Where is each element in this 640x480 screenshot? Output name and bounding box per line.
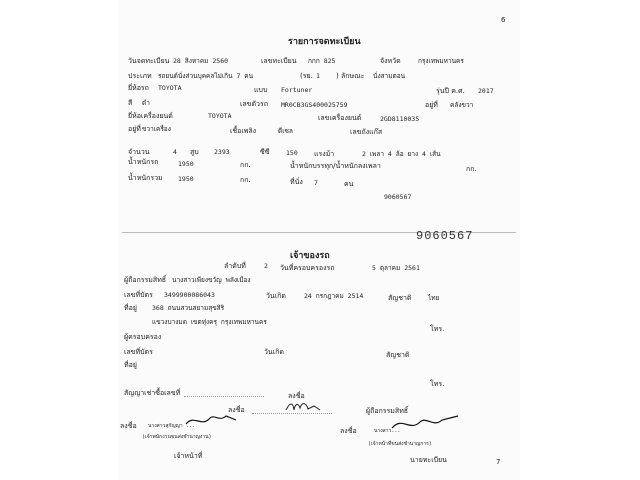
- weight-label: น้ำหนักรถ: [128, 158, 159, 166]
- officer-right-signature: [390, 412, 460, 434]
- model-value: Fortuner: [281, 86, 313, 94]
- horsepower-value: 150: [286, 149, 298, 157]
- owner-sign-caption: ผู้ถือกรรมสิทธิ์: [366, 407, 409, 415]
- load-unit: กก.: [466, 165, 477, 173]
- province-label: จังหวัด: [380, 57, 401, 65]
- order-label: ลำดับที่: [224, 262, 246, 270]
- officer-left-name: นางสาวสุกัญญา ...: [148, 423, 195, 429]
- officer-left-sign-label: ลงชื่อ: [120, 422, 137, 430]
- possess-date-value: 5 ตุลาคม 2561: [372, 264, 420, 272]
- officer-right-caption: นายทะเบียน: [410, 456, 447, 464]
- id-label: เลขที่บัตร: [124, 291, 153, 299]
- brand-value: TOYOTA: [158, 84, 182, 92]
- style-label: ) ลักษณะ: [336, 72, 365, 80]
- owner-title: เจ้าของรถ: [290, 251, 330, 261]
- cylinders-label: จำนวน: [128, 148, 150, 156]
- gross-weight-label: น้ำหนักรวม: [128, 174, 163, 182]
- axles-wheels-value: 2 เพลา 4 ล้อ ยาง 4 เส้น: [362, 150, 441, 158]
- owner-signature: [284, 398, 324, 416]
- address-line1: 368 ถนนสวนสยามสุขสิริ: [152, 304, 225, 312]
- type-label: ประเภท: [128, 72, 152, 80]
- weight-value: 1950: [178, 160, 194, 168]
- reg-date-label: วันจดทะเบียน: [128, 57, 170, 65]
- plate-value: กกก 825: [308, 57, 336, 65]
- address-line2: แขวงบางมด เขตทุ่งครุ กรุงเทพมหานคร: [152, 318, 267, 326]
- plate-label: เลขทะเบียน: [261, 57, 297, 65]
- fuel-label: เชื้อเพลิง: [230, 127, 257, 135]
- brand-label: ยี่ห้อรถ: [128, 84, 149, 92]
- dob-value: 24 กรกฎาคม 2514: [304, 292, 364, 300]
- owner-value: นางสาวเพียงขวัญ พลังเมือง: [172, 276, 251, 284]
- gas-tank-label: เลขถังแก๊ส: [350, 128, 383, 136]
- type-value: รถยนต์นั่งส่วนบุคคลไม่เกิน 7 คน: [158, 72, 254, 80]
- cylinders-unit: สูบ: [190, 148, 199, 156]
- serial-large: 9060567: [416, 229, 474, 243]
- horsepower-unit: แรงม้า: [314, 150, 335, 158]
- chassis-label: เลขตัวรถ: [240, 100, 268, 108]
- owner-sign-label-top: ลงชื่อ: [288, 392, 305, 400]
- gross-weight-value: 1950: [178, 175, 194, 183]
- chassis-location-value: คลังขวา: [450, 101, 474, 109]
- contract-label: สัญญาเช่าซื้อเลขที่: [124, 389, 181, 397]
- holder-label: ผู้ครอบครอง: [124, 333, 162, 341]
- rayo-value: 1: [316, 72, 320, 80]
- chassis-location-label: อยู่ที่: [425, 101, 438, 109]
- contract-line: [184, 396, 264, 397]
- load-label: น้ำหนักบรรทุก/น้ำหนักลงเพลา: [290, 162, 381, 170]
- engine-location-value: ขวาเครื่อง: [142, 125, 171, 133]
- engine-number-value: 2GD8110035: [380, 115, 420, 123]
- holder-address-label: ที่อยู่: [124, 361, 137, 369]
- engine-brand-value: TOYOTA: [208, 112, 232, 120]
- officer-right-sign-label: ลงชื่อ: [340, 427, 357, 435]
- color-label: สี: [128, 99, 133, 107]
- order-value: 2: [264, 262, 268, 270]
- nationality-value: ไทย: [428, 294, 440, 302]
- style-value: นั่งสามตอน: [373, 72, 406, 80]
- model-label: แบบ: [254, 86, 268, 94]
- page-number-top: 6: [501, 16, 506, 24]
- engine-number-label: เลขเครื่องยนต์: [318, 114, 362, 122]
- address-label: ที่อยู่: [124, 304, 137, 312]
- officer-left-signature: [184, 410, 238, 430]
- holder-nationality-label: สัญชาติ: [386, 351, 410, 359]
- nationality-label: สัญชาติ: [388, 294, 412, 302]
- weight-unit: กก.: [240, 161, 251, 169]
- possess-date-label: วันที่ครอบครองรถ: [280, 264, 335, 272]
- cc-unit: ซีซี: [260, 148, 270, 156]
- province-value: กรุงเทพมหานคร: [418, 57, 464, 65]
- officer-left-caption: เจ้าหน้าที่: [174, 452, 203, 460]
- page-number-bottom: 7: [496, 458, 501, 466]
- seats-unit: คน: [344, 180, 354, 188]
- engine-brand-label: ยี่ห้อเครื่องยนต์: [128, 112, 173, 120]
- rayo-label: (รย.: [300, 72, 313, 80]
- year-value: 2017: [478, 87, 494, 95]
- officer-right-name: นางสาว...: [374, 428, 401, 434]
- seats-label: ที่นั่ง: [290, 178, 303, 186]
- color-value: ดำ: [142, 99, 150, 107]
- reg-date-value: 28 สิงหาคม 2560: [173, 57, 229, 65]
- cc-value: 2393: [214, 148, 230, 156]
- owner-label: ผู้ถือกรรมสิทธิ์: [124, 276, 167, 284]
- tel-label: โทร.: [430, 325, 445, 333]
- officer-right-position: (เจ้าหน้าที่ขนส่งชำนาญการ): [368, 441, 432, 447]
- dob-label: วันเกิด: [266, 292, 286, 300]
- year-label: รุ่นปี ค.ศ.: [436, 87, 465, 95]
- gross-weight-unit: กก.: [240, 176, 251, 184]
- engine-location-label: อยู่ที่: [128, 125, 141, 133]
- registration-title: รายการจดทะเบียน: [288, 37, 361, 47]
- cylinders-value: 4: [173, 148, 177, 156]
- chassis-value: MR0CB3GS400025759: [281, 101, 348, 109]
- holder-tel-label: โทร.: [430, 380, 445, 388]
- holder-dob-label: วันเกิด: [264, 348, 284, 356]
- registration-document: [118, 0, 520, 480]
- id-value: 3499900086043: [164, 291, 215, 299]
- seats-value: 7: [314, 179, 318, 187]
- officer-left-position: (เจ้าพนักงานขนส่งชำนาญงาน): [142, 434, 212, 440]
- owner-sign-label: ลงชื่อ: [228, 406, 245, 414]
- serial-small: 9060567: [384, 193, 412, 201]
- holder-id-label: เลขที่บัตร: [124, 348, 153, 356]
- fuel-value: ดีเซล: [278, 127, 293, 135]
